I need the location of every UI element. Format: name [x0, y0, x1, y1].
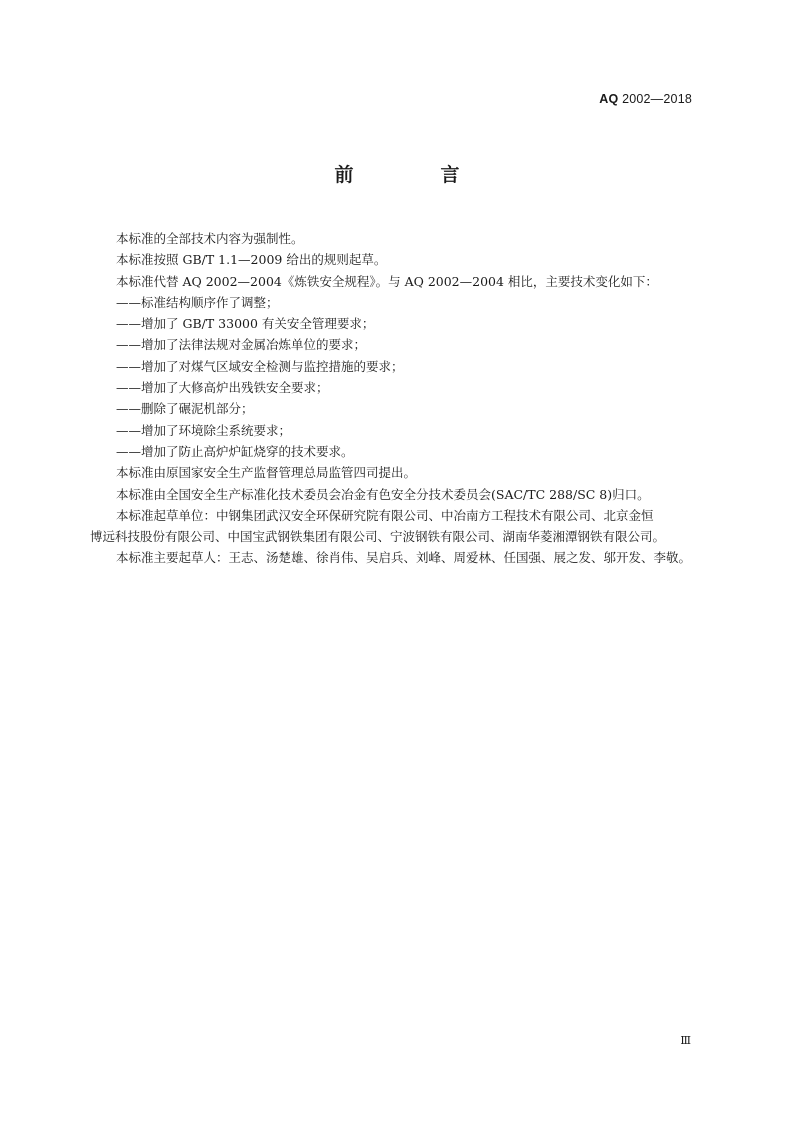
paragraph-replaces: 本标准代替 AQ 2002—2004《炼铁安全规程》。与 AQ 2002—2004 相比，主要技术变化如下：	[116, 273, 658, 289]
page-number: Ⅲ	[680, 1034, 691, 1047]
change-item: ——增加了对煤气区域安全检测与监控措施的要求；	[116, 358, 404, 374]
paragraph-drafting-rules: 本标准按照 GB/T 1.1—2009 给出的规则起草。	[116, 252, 387, 268]
paragraph-proposed-by: 本标准由原国家安全生产监督管理总局监管四司提出。	[116, 465, 417, 481]
paragraph-drafting-units-continued: 博远科技股份有限公司、中国宝武钢铁集团有限公司、宁波钢铁有限公司、湖南华菱湘潭钢铁有限公司。	[90, 529, 666, 545]
change-item: ——增加了大修高炉出残铁安全要求；	[116, 380, 329, 396]
paragraph-mandatory: 本标准的全部技术内容为强制性。	[116, 231, 304, 246]
change-item: ——增加了 GB/T 33000 有关安全管理要求；	[116, 316, 375, 332]
page-title: 前 言	[334, 164, 494, 186]
change-item: ——标准结构顺序作了调整；	[116, 294, 279, 310]
paragraph-centralized-by: 本标准由全国安全生产标准化技术委员会冶金有色安全分技术委员会(SAC/TC 288/SC 8)归口。	[116, 486, 650, 502]
change-item: ——增加了防止高炉炉缸烧穿的技术要求。	[116, 443, 354, 459]
change-item: ——删除了碾泥机部分；	[116, 401, 254, 417]
paragraph-drafting-units: 本标准起草单位：中钢集团武汉安全环保研究院有限公司、中冶南方工程技术有限公司、北京金恒	[116, 507, 654, 523]
preface-body	[90, 228, 716, 569]
change-item: ——增加了法律法规对金属冶炼单位的要求；	[116, 337, 367, 353]
paragraph-drafters: 本标准主要起草人：王志、汤楚雄、徐肖伟、吴启兵、刘峰、周爱林、任国强、展之发、邬开发、李敬。	[116, 550, 692, 566]
change-item: ——增加了环境除尘系统要求；	[116, 422, 292, 438]
standard-code-number: 2002—2018	[622, 92, 692, 106]
standard-code	[599, 92, 692, 106]
standard-code-prefix: AQ	[599, 92, 619, 106]
